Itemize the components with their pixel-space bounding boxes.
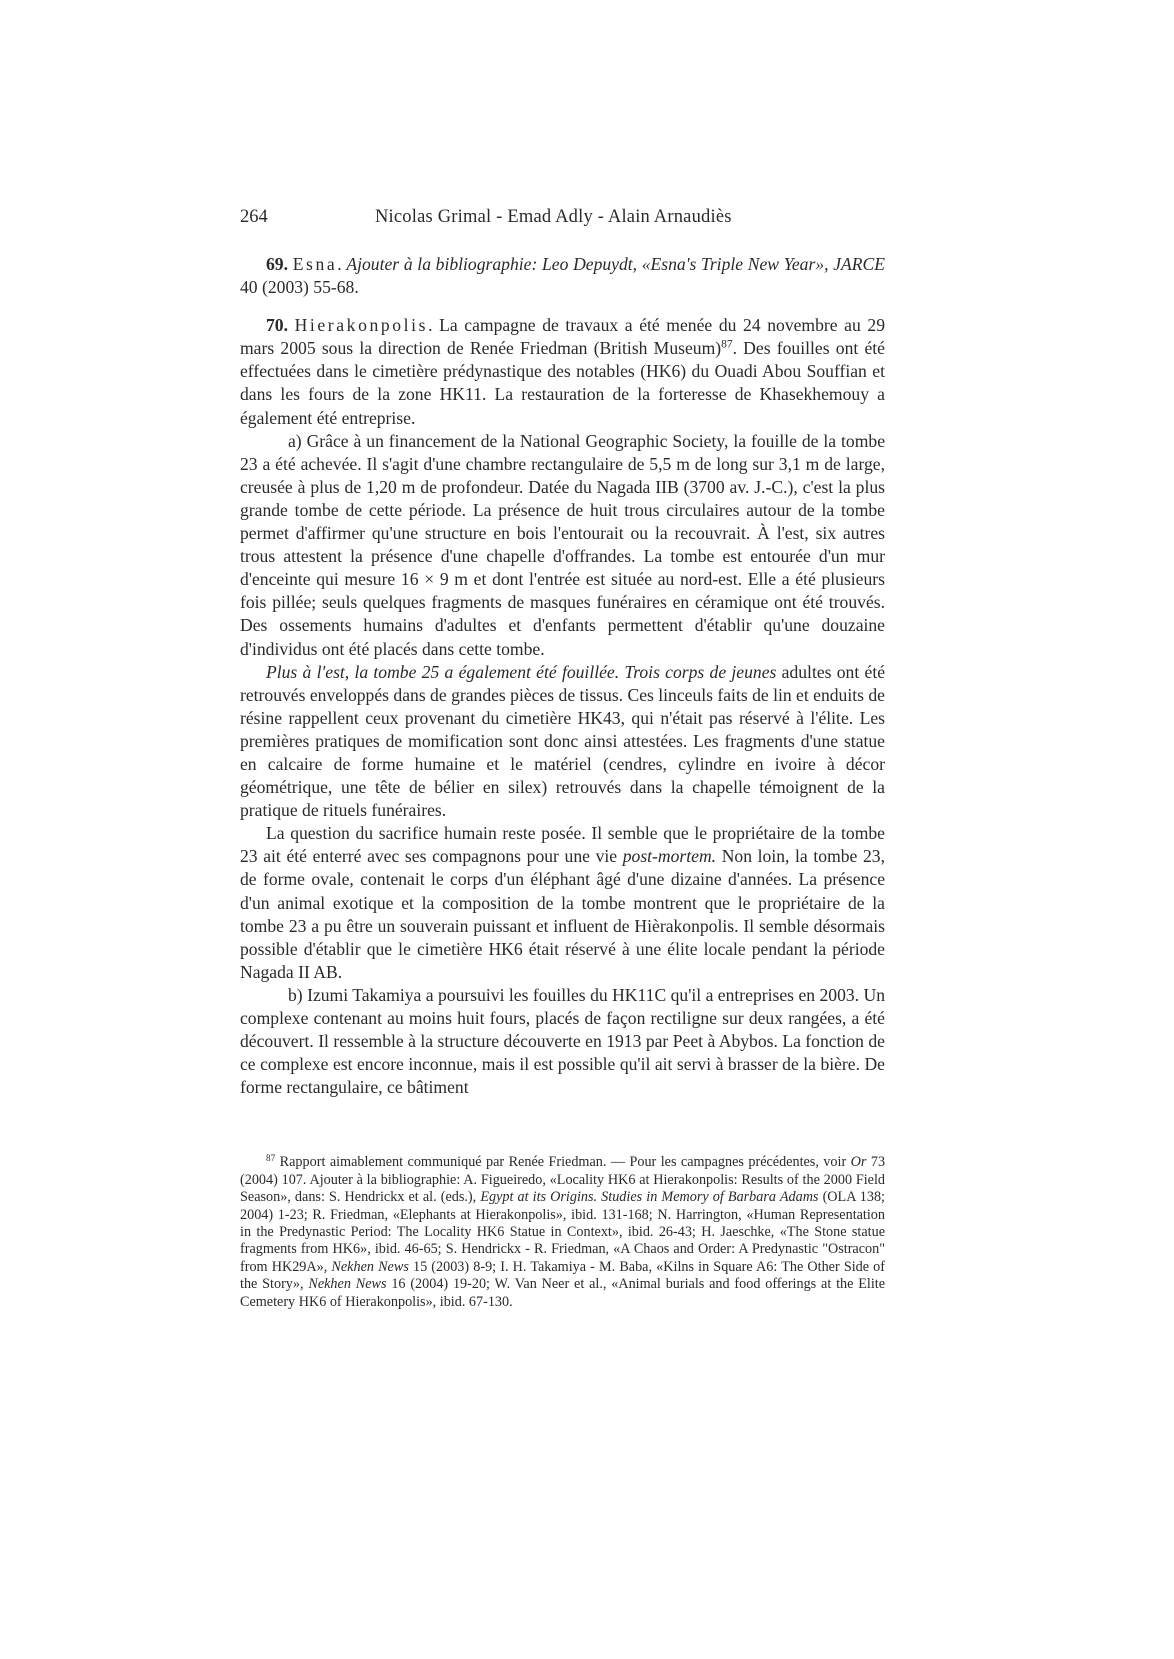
paragraph-text: adultes ont été retrouvés enveloppés dans de grandes pièces de tissus. Ces linceuls faits de lin et enduits de résine rappellent ceux provenant du cimetière HK43, qui n'était pas réservé à l'élite. Les premières pratiques de momification sont donc ainsi attestées. Les fragments d'une statue en calcaire de forme humaine et le matériel (cendres, cylindre en ivoire à décor géométrique, une tête de bélier en silex) retrouvés dans la chapelle témoignent de la pratique de rituels funéraires.: [240, 661, 886, 821]
entry-70-paragraph-1: 70. Hierakonpolis. La campagne de travaux a été menée du 24 novembre au 29 mars 2005 sous la direction de Renée Friedman (British Museum)$^{87}$. Des fouilles ont été effectuées dans le cimetière prédynastique des notables (HK6) du Ouadi Abou Souffian et dans les fours de la zone HK11. La restauration de la forteresse de Khasekhemouy a également été entreprise.: [240, 315, 885, 428]
running-head-authors: Nicolas Grimal - Emad Adly - Alain Arnaudiès: [375, 207, 732, 227]
footnote-text: (OLA 138; 2004) 1-23; R. Friedman, «Elephants at Hierakonpolis», ibid. 131-168; N. Harrington, «Human Representation in the Predynastic Period: The Locality HK6 Statue in Context», ibid. 26-43; H. Jaeschke, «The Stone statue fragments from HK6», ibid. 46-65; S. Hendrickx - R. Friedman, «A Chaos and Order: A Predynastic "Ostracon" from HK29A»,: [240, 1189, 886, 1275]
main-text: [240, 253, 885, 1099]
site-name: Hierakonpolis: [294, 315, 429, 336]
journal-title: Nekhen News: [308, 1276, 387, 1293]
footnote-text: 16 (2004) 19-20; W. Van Neer et al., «Animal burials and food offerings at the Elite Cemetery HK6 of Hierakonpolis», ibid. 67-130.: [240, 1276, 886, 1310]
italic-lead: Plus à l'est, la tombe 25 a également été fouillée. Trois corps de jeunes: [266, 661, 777, 682]
running-header: [240, 205, 885, 229]
entry-69: 69. Esna. Ajouter à la bibliographie: Leo Depuydt, «Esna's Triple New Year», JARCE 40 (2003) 55-68.: [240, 254, 885, 298]
footnote-87: [240, 1154, 885, 1311]
site-name: Esna: [292, 254, 338, 274]
footnote-reference: 87: [721, 339, 733, 351]
entry-70-paragraph-b: b) Izumi Takamiya a poursuivi les fouilles du HK11C qu'il a entreprises en 2003. Un complexe contenant au moins huit fours, placés de façon rectiligne sur deux rangées, a été découvert. Il ressemble à la structure découverte en 1913 par Peet à Abybos. La fonction de ce complexe est encore inconnue, mais il est possible qu'il ait servi à brasser de la bière. De forme rectangulaire, ce bâtiment: [240, 984, 885, 1098]
footnotes: [240, 1154, 885, 1311]
page: [240, 205, 885, 1311]
italic-term: post-mortem.: [622, 846, 717, 867]
paragraph-text: Non loin, la tombe 23, de forme ovale, contenait le corps d'un éléphant âgé d'une dizaine d'années. La présence d'un animal exotique et la composition de la tombe montrent que le propriétaire de la tombe 23 a pu être un souverain puissant et influent de Hièrakonpolis. Il semble désormais possible d'établir que le cimetière HK6 était réservé à une élite locale pendant la période Nagada II AB.: [240, 846, 885, 982]
paragraph-text: La question du sacrifice humain reste posée. Il semble que le propriétaire de la tombe 23 ait été enterré avec ses compagnons pour une vie: [240, 823, 885, 867]
entry-70-paragraph-sacrifice: [240, 822, 885, 984]
journal-title: Or: [850, 1154, 867, 1171]
bibliography-text: Ajouter à la bibliographie: Leo Depuydt, «Esna's Triple New Year»,: [346, 254, 829, 274]
footnote-text: Rapport aimablement communiqué par Renée Friedman. — Pour les campagnes précédentes, voir: [279, 1154, 847, 1171]
footnote-text: 15 (2003) 8-9; I. H. Takamiya - M. Baba, «Kilns in Square A6: The Other Side of the Story»,: [240, 1258, 885, 1293]
entry-number: 70.: [266, 315, 288, 336]
paragraph-text: . Des fouilles ont été effectuées dans le cimetière prédynastique des notables (HK6) du Ouadi Abou Souffian et dans les fours de la zone HK11. La restauration de la forteresse de Khasekhemouy a également été entreprise.: [240, 338, 885, 428]
paragraph-text: La campagne de travaux a été menée du 24 novembre au 29 mars 2005 sous la direction de Renée Friedman (British Museum): [240, 315, 885, 359]
entry-number: 69.: [266, 254, 288, 274]
entry-70-paragraph-tomb-25: [240, 661, 885, 823]
book-title: Egypt at its Origins. Studies in Memory of Barbara Adams: [480, 1189, 819, 1206]
journal-title: JARCE: [833, 254, 885, 274]
journal-title: Nekhen News: [331, 1258, 409, 1275]
journal-reference: 40 (2003) 55-68.: [240, 277, 359, 298]
entry-70-paragraph-a: a) Grâce à un financement de la National Geographic Society, la fouille de la tombe 23 a été achevée. Il s'agit d'une chambre rectangulaire de 5,5 m de long sur 3,1 m de large, creusée à plus de 1,20 m de profondeur. Datée du Nagada IIB (3700 av. J.-C.), c'est la plus grande tombe de cette période. La présence de huit trous circulaires autour de la tombe permet d'affirmer qu'une structure en bois l'entourait ou la recouvrait. À l'est, six autres trous attestent la présence d'une chapelle d'offrandes. La tombe est entourée d'un mur d'enceinte qui mesure 16 × 9 m et dont l'entrée est située au nord-est. Elle a été plusieurs fois pillée; seuls quelques fragments de masques funéraires en céramique ont été trouvés. Des ossements humains d'adultes et d'enfants permettent d'établir qu'une douzaine d'individus ont été placés dans cette tombe.: [240, 430, 885, 659]
page-number: 264: [240, 207, 268, 227]
footnote-text: 73 (2004) 107. Ajouter à la bibliographie: A. Figueiredo, «Locality HK6 at Hierakonpolis: Results of the 2000 Field Season», dans: S. Hendrickx et al. (eds.),: [240, 1154, 886, 1206]
footnote-marker: 87: [266, 1153, 276, 1164]
